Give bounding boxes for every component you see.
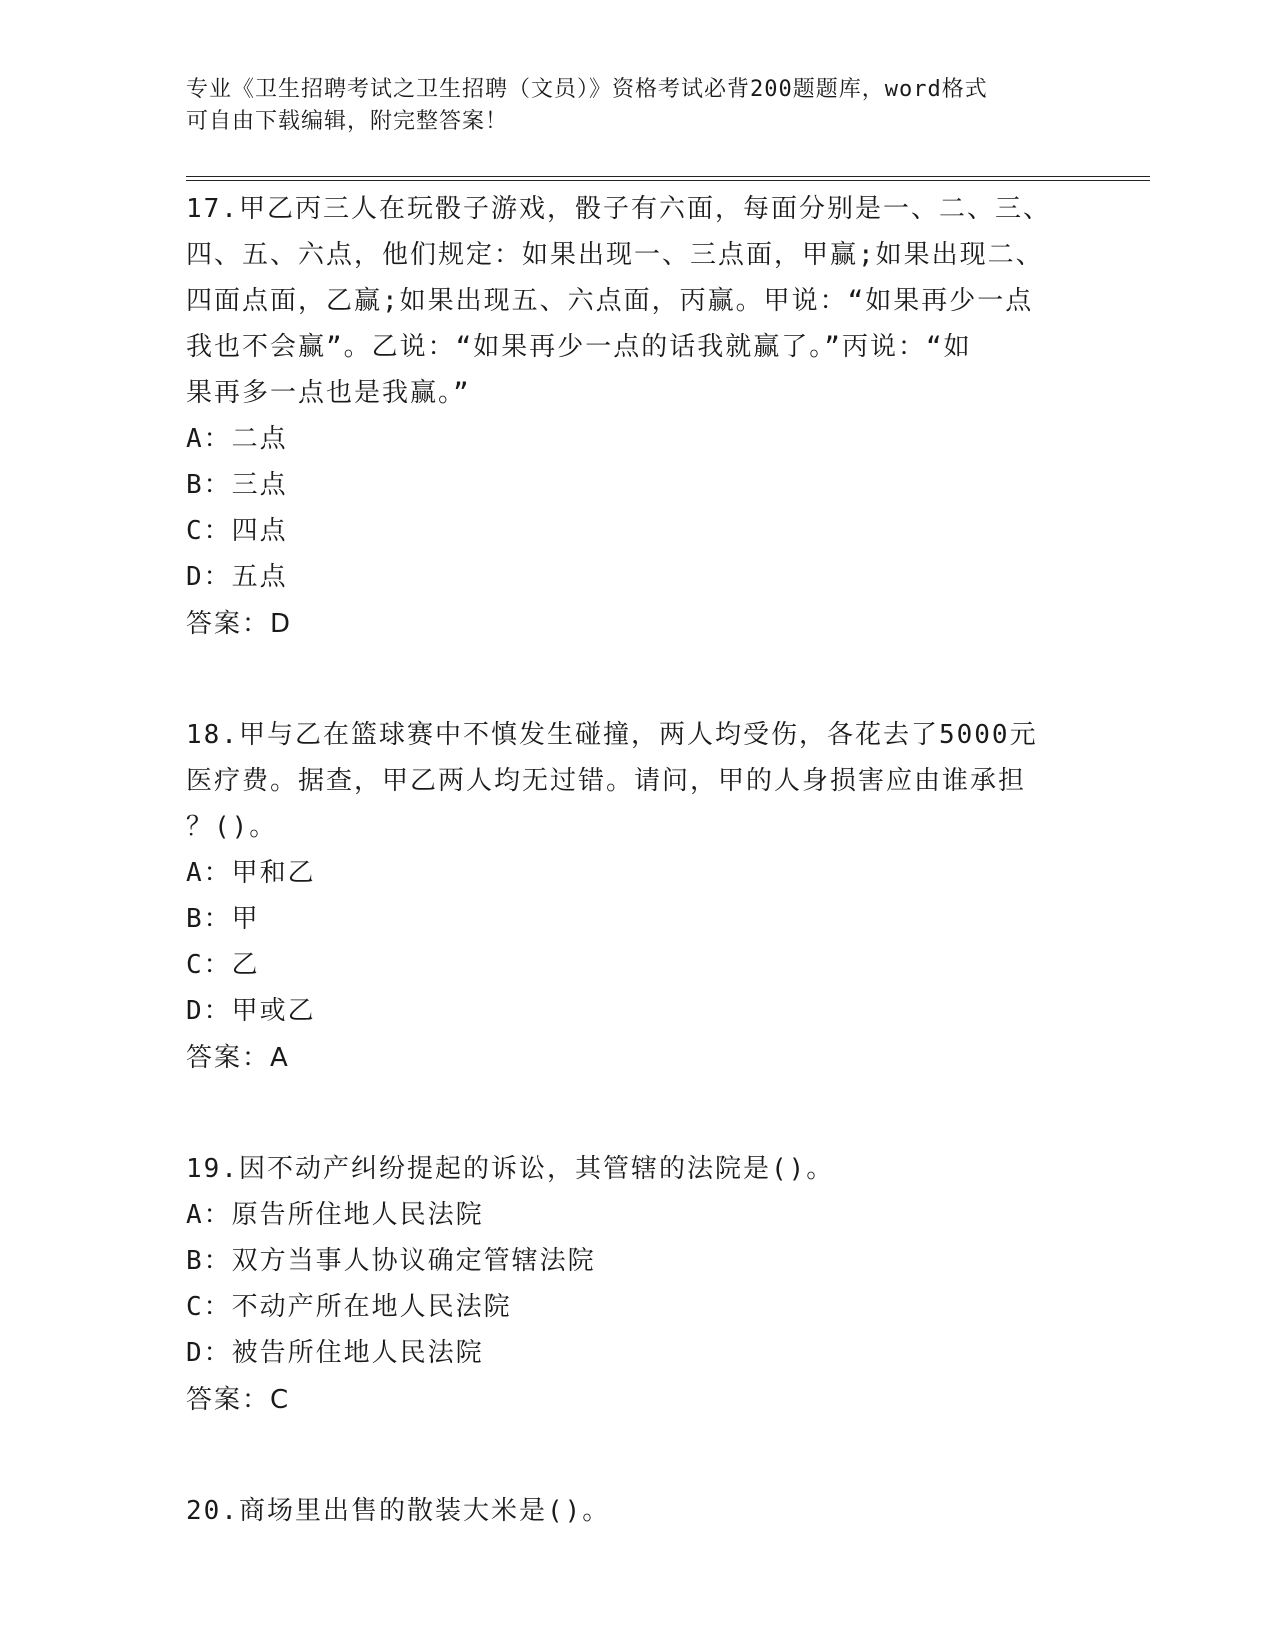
question-text-line: 我也不会赢”。乙说：“如果再少一点的话我就赢了。”丙说：“如	[186, 332, 972, 362]
option-a: A：甲和乙	[186, 858, 316, 888]
question-19	[186, 1146, 1086, 1424]
question-text-line: 四、五、六点，他们规定：如果出现一、三点面，甲赢;如果出现二、	[186, 240, 1044, 270]
spacer	[186, 1082, 1086, 1146]
question-text-line: 17.甲乙丙三人在玩骰子游戏，骰子有六面，每面分别是一、二、三、	[186, 194, 1051, 224]
option-b: B：双方当事人协议确定管辖法院	[186, 1246, 596, 1276]
option-c: C：不动产所在地人民法院	[186, 1292, 512, 1322]
option-a: A：二点	[186, 424, 288, 454]
option-c: C：乙	[186, 950, 260, 980]
option-b: B：三点	[186, 470, 288, 500]
question-text-line: 19.因不动产纠纷提起的诉讼，其管辖的法院是()。	[186, 1154, 835, 1184]
option-b: B：甲	[186, 904, 260, 934]
question-18	[186, 712, 1086, 1082]
document-header	[186, 74, 1066, 138]
option-a: A：原告所住地人民法院	[186, 1200, 484, 1230]
question-20	[186, 1488, 1086, 1534]
header-line-1: 专业《卫生招聘考试之卫生招聘（文员）》资格考试必背200题题库，word格式	[186, 77, 988, 102]
option-d: D：被告所住地人民法院	[186, 1338, 484, 1368]
spacer	[186, 648, 1086, 712]
answer: 答案：C	[186, 1385, 291, 1415]
answer: 答案：D	[186, 609, 293, 639]
question-text-line: 医疗费。据查，甲乙两人均无过错。请问，甲的人身损害应由谁承担	[186, 766, 1027, 796]
spacer	[186, 1424, 1086, 1488]
answer: 答案：A	[186, 1043, 290, 1073]
question-text-line: 20.商场里出售的散装大米是()。	[186, 1496, 611, 1526]
question-text-line: 四面点面，乙赢;如果出现五、六点面，丙赢。甲说：“如果再少一点	[186, 286, 1034, 316]
question-text-line: ？()。	[186, 812, 278, 842]
header-divider	[186, 176, 1150, 181]
option-d: D：五点	[186, 562, 288, 592]
question-text-line: 果再多一点也是我赢。”	[186, 378, 471, 408]
question-17	[186, 186, 1086, 648]
question-list	[186, 186, 1086, 1534]
question-text-line: 18.甲与乙在篮球赛中不慎发生碰撞，两人均受伤，各花去了5000元	[186, 720, 1038, 750]
header-line-2: 可自由下载编辑，附完整答案！	[186, 109, 509, 134]
option-c: C：四点	[186, 516, 288, 546]
option-d: D：甲或乙	[186, 996, 316, 1026]
